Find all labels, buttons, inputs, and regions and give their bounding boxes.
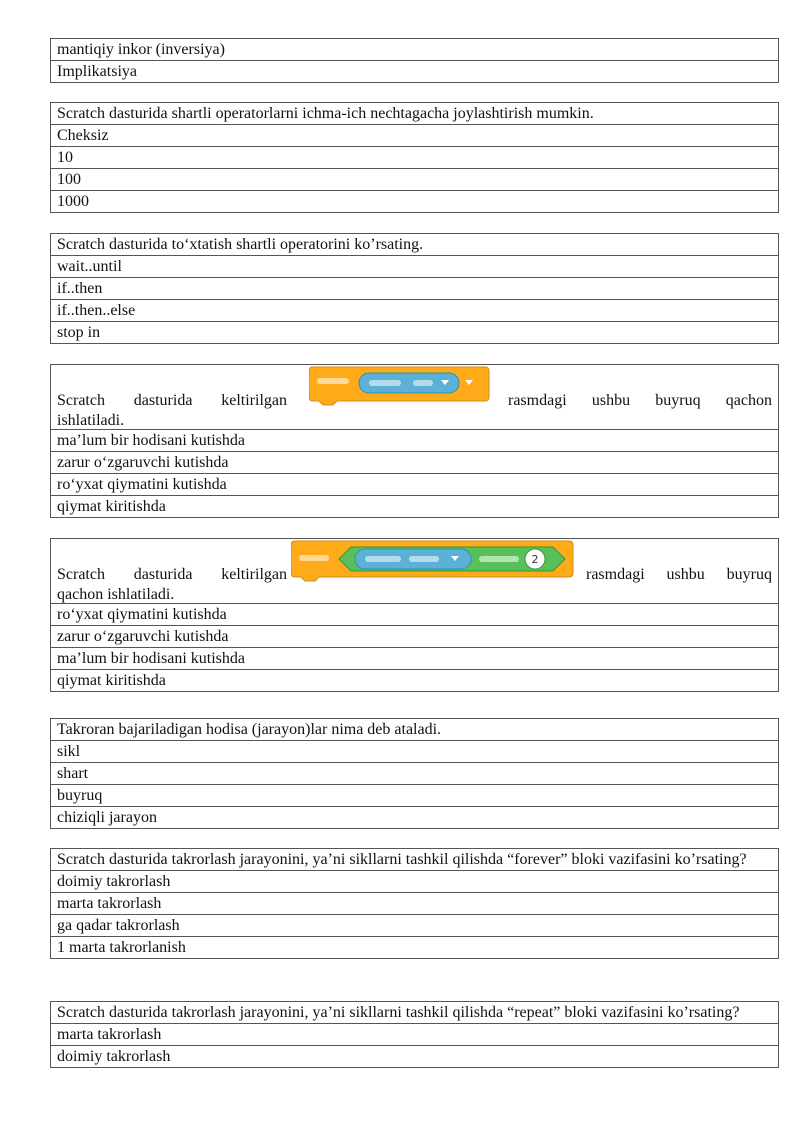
option: sikl (51, 741, 779, 763)
option: ro‘yxat qiymatini kutishda (51, 474, 779, 496)
question-table-1 (50, 102, 779, 213)
question-table-6 (50, 848, 779, 959)
option: Cheksiz (51, 125, 779, 147)
option: qiymat kiritishda (51, 496, 779, 518)
option: if..then..else (51, 300, 779, 322)
question-text: Scratch dasturida shartli operatorlarni ichma-ich nechtagacha joylashtirish mumkin. (51, 103, 779, 125)
question-text (51, 365, 779, 430)
option: marta takrorlash (51, 1024, 779, 1046)
option: 1 marta takrorlanish (51, 937, 779, 959)
option: zarur o‘zgaruvchi kutishda (51, 626, 779, 648)
option: 100 (51, 169, 779, 191)
option: ga qadar takrorlash (51, 915, 779, 937)
scratch-wait-until-list-block-image (291, 539, 575, 583)
question-table-3 (50, 364, 779, 518)
option: zarur o‘zgaruvchi kutishda (51, 452, 779, 474)
scratch-wait-until-block-image (309, 365, 491, 407)
question-words-right: rasmdagi ushbu buyruq qachon (508, 392, 772, 409)
option: ma’lum bir hodisani kutishda (51, 648, 779, 670)
option: marta takrorlash (51, 893, 779, 915)
block-number-value: 2 (531, 553, 539, 566)
option: chiziqli jarayon (51, 807, 779, 829)
question-text: Takroran bajariladigan hodisa (jarayon)lar nima deb ataladi. (51, 719, 779, 741)
question-words-right: rasmdagi ushbu buyruq (586, 566, 772, 583)
option: if..then (51, 278, 779, 300)
option: mantiqiy inkor (inversiya) (51, 39, 779, 61)
question-text: Scratch dasturida to‘xtatish shartli operatorini ko’rsating. (51, 234, 779, 256)
option: buyruq (51, 785, 779, 807)
question-table-partial (50, 38, 779, 83)
option: 10 (51, 147, 779, 169)
option: 1000 (51, 191, 779, 213)
question-text: Scratch dasturida takrorlash jarayonini, ya’ni sikllarni tashkil qilishda “repeat” bloki vazifasini ko’rsating? (51, 1002, 779, 1024)
option: ro‘yxat qiymatini kutishda (51, 604, 779, 626)
option: wait..until (51, 256, 779, 278)
option: stop in (51, 322, 779, 344)
question-line-2: ishlatiladi. (57, 412, 125, 429)
question-words-left: Scratch dasturida keltirilgan (57, 392, 287, 409)
option: ma’lum bir hodisani kutishda (51, 430, 779, 452)
question-words-left: Scratch dasturida keltirilgan (57, 566, 287, 583)
question-table-4 (50, 538, 779, 692)
question-table-7 (50, 1001, 779, 1068)
question-line-2: qachon ishlatiladi. (57, 586, 175, 603)
question-table-5 (50, 718, 779, 829)
option: qiymat kiritishda (51, 670, 779, 692)
question-text (51, 539, 779, 604)
question-text: Scratch dasturida takrorlash jarayonini, ya’ni sikllarni tashkil qilishda “forever” bloki vazifasini ko’rsating? (51, 849, 779, 871)
option: doimiy takrorlash (51, 1046, 779, 1068)
option: doimiy takrorlash (51, 871, 779, 893)
question-table-2 (50, 233, 779, 344)
option: shart (51, 763, 779, 785)
option: Implikatsiya (51, 61, 779, 83)
